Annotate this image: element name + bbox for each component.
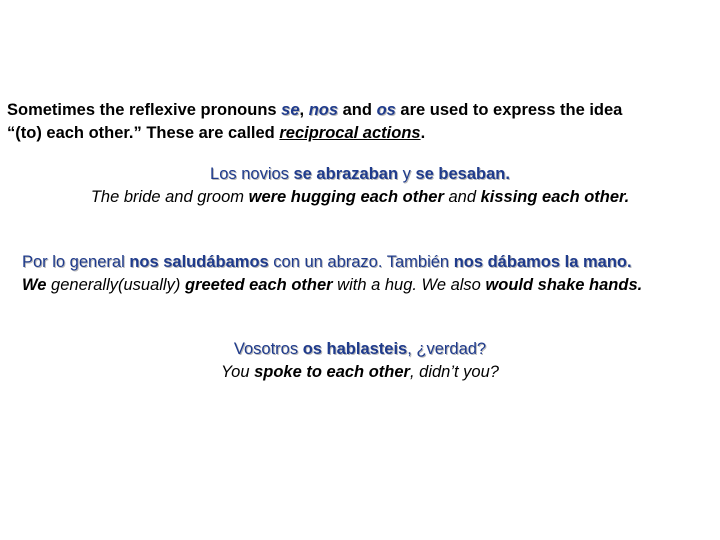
- en-text: and: [443, 188, 481, 206]
- en-subject: We: [22, 276, 47, 294]
- en-verb: would shake hands.: [485, 276, 643, 294]
- en-text: generally(usually): [46, 276, 185, 294]
- en-text: with a hug. We also: [332, 276, 486, 294]
- example-1: [0, 163, 720, 209]
- example-3: [0, 338, 720, 384]
- es-text: Por lo general: [22, 253, 130, 271]
- en-verb: were hugging each other: [248, 188, 444, 206]
- intro-and: and: [338, 101, 377, 119]
- pronoun-nos: nos: [308, 101, 339, 119]
- example-1-spanish: [0, 163, 720, 186]
- intro-text-2: are used to express the idea: [395, 101, 623, 119]
- en-verb: spoke to each other: [254, 363, 410, 381]
- example-1-english: [0, 186, 720, 209]
- intro-comma: ,: [299, 101, 309, 119]
- example-2: [0, 251, 720, 297]
- pronoun-se: se: [281, 101, 300, 119]
- pronoun-os: os: [376, 101, 396, 119]
- term-reciprocal-actions: reciprocal actions: [279, 124, 421, 142]
- intro-period: .: [420, 124, 426, 142]
- intro-line-2: [7, 122, 707, 145]
- intro-text: Sometimes the reflexive pronouns: [7, 101, 282, 119]
- es-verb: nos saludábamos: [129, 253, 269, 271]
- intro-text-3: “(to) each other.” These are called: [7, 124, 280, 142]
- example-2-english: [0, 274, 720, 297]
- es-text: , ¿verdad?: [407, 340, 487, 358]
- en-text: The bride and groom: [90, 188, 249, 206]
- es-text: Los novios: [210, 165, 294, 183]
- es-text: Vosotros: [233, 340, 303, 358]
- es-verb: se besaban.: [415, 165, 510, 183]
- es-verb: os hablasteis: [302, 340, 408, 358]
- en-verb: greeted each other: [184, 276, 333, 294]
- es-verb: se abrazaban: [293, 165, 399, 183]
- es-text: y: [398, 165, 416, 183]
- en-text: You: [221, 363, 255, 381]
- es-text: con un abrazo. También: [268, 253, 454, 271]
- example-3-spanish: [0, 338, 720, 361]
- en-text: , didn’t you?: [409, 363, 499, 381]
- intro-line-1: [7, 99, 707, 122]
- es-verb: nos dábamos la mano.: [453, 253, 632, 271]
- en-verb: kissing each other.: [480, 188, 630, 206]
- intro-paragraph: [7, 99, 707, 145]
- example-3-english: [0, 361, 720, 384]
- example-2-spanish: [0, 251, 720, 274]
